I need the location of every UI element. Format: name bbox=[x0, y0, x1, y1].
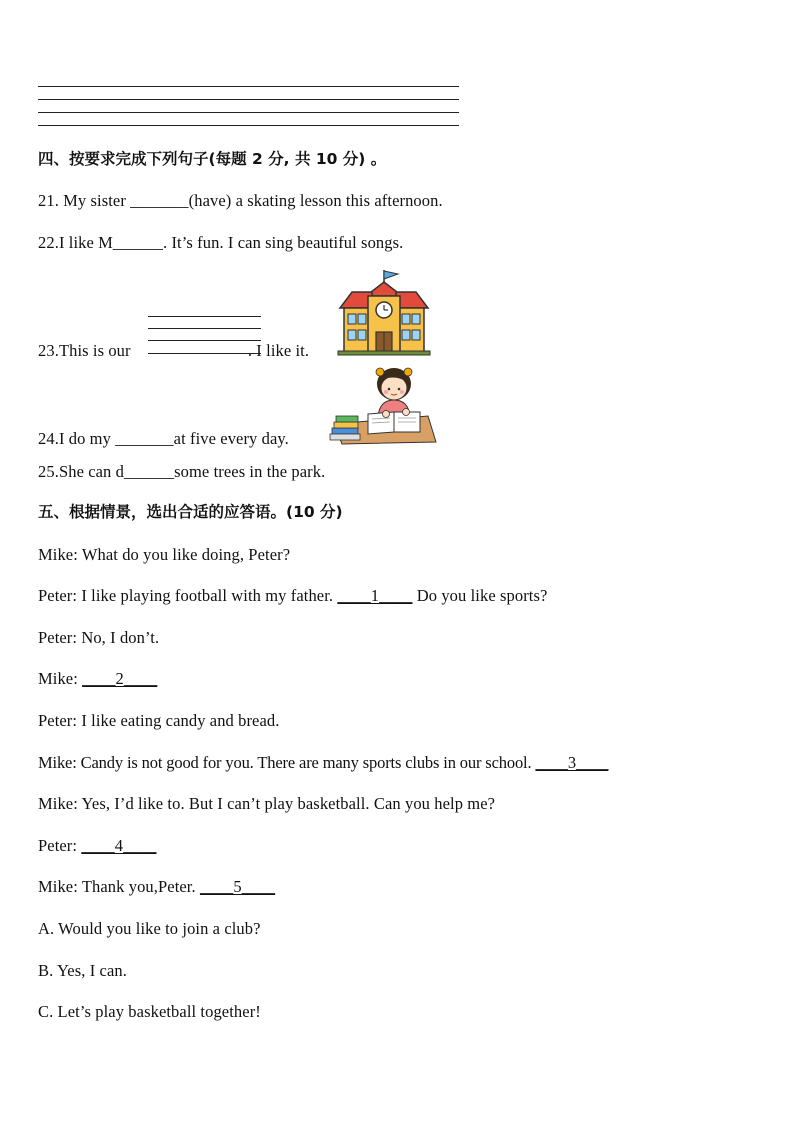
speaker: Peter: bbox=[38, 586, 78, 605]
answer-blank-2[interactable]: ____2____ bbox=[82, 669, 158, 688]
dialogue-line bbox=[38, 752, 608, 774]
dialogue-line bbox=[38, 835, 156, 857]
question-23 bbox=[38, 340, 309, 362]
dialogue-line bbox=[38, 627, 159, 649]
option-a: A. Would you like to join a club? bbox=[38, 919, 261, 938]
question-number: 25. bbox=[38, 462, 59, 481]
speaker: Mike: bbox=[38, 545, 78, 564]
question-number: 22. bbox=[38, 233, 59, 252]
question-text: at five every day. bbox=[173, 429, 289, 448]
option-b: B. Yes, I can. bbox=[38, 961, 127, 980]
question-number: 24. bbox=[38, 429, 59, 448]
answer-blank-4[interactable]: ____4____ bbox=[81, 836, 157, 855]
question-text: My sister bbox=[58, 191, 131, 210]
dialogue-line bbox=[38, 544, 290, 566]
dialogue-line bbox=[38, 793, 495, 815]
dialogue-line bbox=[38, 710, 279, 732]
dialogue-text: I like playing football with my father. bbox=[77, 586, 338, 605]
question-number: 21. bbox=[38, 191, 59, 210]
question-text: This is our bbox=[58, 341, 135, 360]
dialogue-text: Do you like sports? bbox=[412, 586, 548, 605]
question-21 bbox=[38, 190, 443, 212]
answer-blank[interactable]: ______ bbox=[112, 233, 164, 252]
answer-blank[interactable]: _______ bbox=[115, 429, 174, 448]
speaker: Peter: bbox=[38, 628, 78, 647]
question-text: . It’s fun. I can sing beautiful songs. bbox=[163, 233, 404, 252]
question-text: some trees in the park. bbox=[174, 462, 326, 481]
question-24 bbox=[38, 428, 289, 450]
question-text: She can d bbox=[58, 462, 124, 481]
answer-line bbox=[38, 112, 459, 113]
answer-blank-3[interactable]: ____3____ bbox=[535, 753, 609, 772]
dialogue-text: Candy is not good for you. There are many sports clubs in our school. bbox=[76, 753, 536, 772]
dialogue-line bbox=[38, 585, 547, 607]
answer-line bbox=[38, 86, 459, 87]
answer-blank[interactable]: _______ bbox=[130, 191, 189, 210]
school-building-icon bbox=[336, 268, 432, 356]
dialogue-text: No, I don’t. bbox=[77, 628, 160, 647]
speaker: Mike: bbox=[38, 669, 78, 688]
dialogue-text: Thank you,Peter. bbox=[77, 877, 200, 896]
speaker: Mike: bbox=[38, 794, 78, 813]
option-c: C. Let’s play basketball together! bbox=[38, 1002, 261, 1021]
answer-blank-5[interactable]: ____5____ bbox=[199, 877, 276, 896]
speaker: Peter: bbox=[38, 711, 78, 730]
speaker: Mike: bbox=[38, 753, 77, 772]
speaker: Peter: bbox=[38, 836, 78, 855]
question-number: 23. bbox=[38, 341, 59, 360]
dialogue-line bbox=[38, 876, 275, 898]
dialogue-text: I like eating candy and bread. bbox=[77, 711, 280, 730]
question-22 bbox=[38, 232, 403, 254]
answer-line bbox=[38, 99, 459, 100]
question-text: I do my bbox=[58, 429, 116, 448]
section-4-heading: 四、按要求完成下列句子(每题 2 分, 共 10 分) 。 bbox=[38, 150, 387, 168]
question-text: . I like it. bbox=[247, 341, 310, 360]
writing-line[interactable] bbox=[148, 316, 261, 317]
dialogue-text: What do you like doing, Peter? bbox=[77, 545, 291, 564]
dialogue-text: Yes, I’d like to. But I can’t play basketball. Can you help me? bbox=[77, 794, 496, 813]
answer-line bbox=[38, 125, 459, 126]
dialogue-line bbox=[38, 668, 157, 690]
question-text: I like M bbox=[58, 233, 113, 252]
answer-blank[interactable]: ______ bbox=[124, 462, 175, 481]
speaker: Mike: bbox=[38, 877, 78, 896]
question-25 bbox=[38, 461, 325, 483]
section-5-heading: 五、根据情景，选出合适的应答语。(10 分) bbox=[38, 503, 343, 521]
girl-doing-homework-icon bbox=[328, 364, 438, 446]
answer-blank-1[interactable]: ____1____ bbox=[337, 586, 413, 605]
writing-line[interactable] bbox=[148, 328, 261, 329]
question-text: (have) a skating lesson this afternoon. bbox=[188, 191, 443, 210]
